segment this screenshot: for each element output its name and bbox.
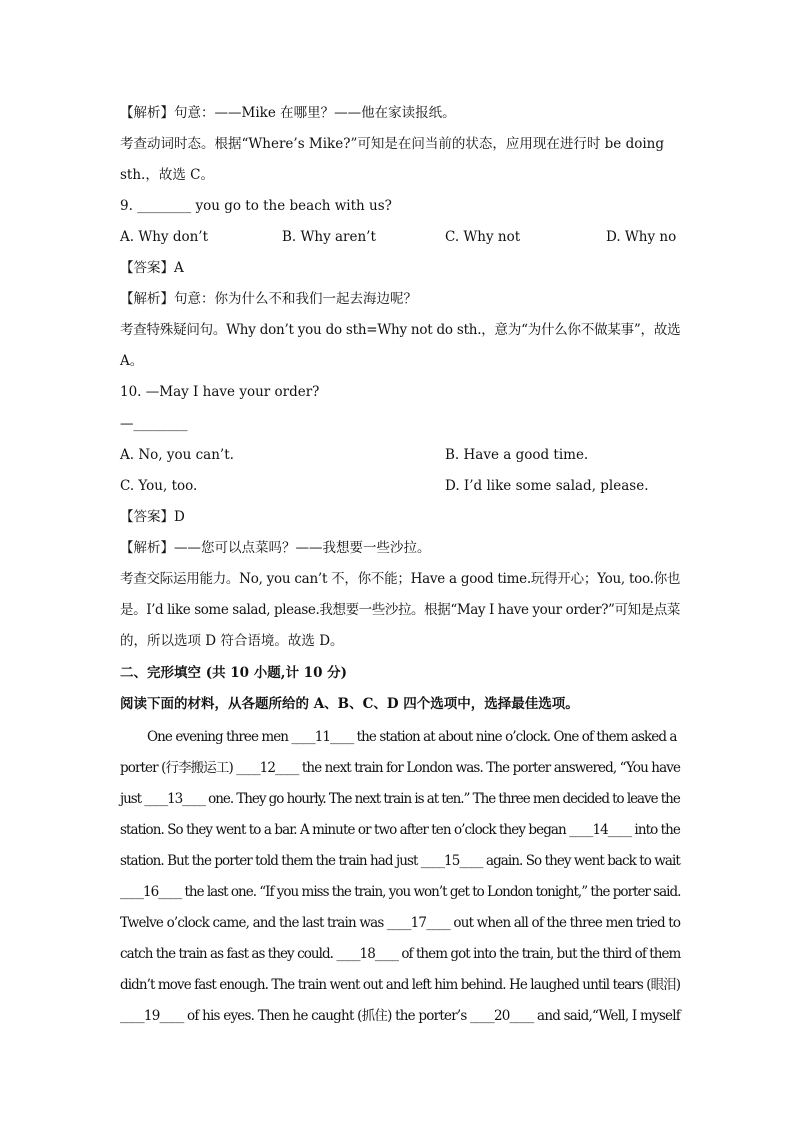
q10-option-c: C. You, too. <box>120 478 198 494</box>
analysis-q8-line3: sth.，故选 C。 <box>120 167 214 183</box>
q9-analysis-line2: 考查特殊疑问句。Why don’t you do sth=Why not do sth.，意为“为什么你不做某事”，故选 <box>120 322 681 338</box>
q9-option-b: B. Why aren’t <box>282 229 376 245</box>
q10-blank: —________ <box>120 416 188 432</box>
question-9: 9. ________ you go to the beach with us? <box>120 198 392 214</box>
passage-line5: station. But the porter told them the train had just ____15____ again. So they went back to wait <box>120 853 680 869</box>
q9-analysis-line1: 【解析】句意：你为什么不和我们一起去海边呢？ <box>120 291 417 307</box>
passage-line10: ____19____ of his eyes. Then he caught (抓住) the porter’s ____20____ and said,“Well, I myself <box>120 1008 680 1024</box>
q9-option-d: D. Why no <box>606 229 677 245</box>
passage-line6: ____16____ the last one. “If you miss the train, you won’t get to London tonight,” the porter said. <box>120 884 681 900</box>
section-instruction: 阅读下面的材料，从各题所给的 A、B、C、D 四个选项中，选择最佳选项。 <box>120 696 579 712</box>
q10-answer: 【答案】D <box>120 509 185 525</box>
q9-answer: 【答案】A <box>120 260 184 276</box>
question-10: 10. —May I have your order? <box>120 384 320 400</box>
q10-analysis-line2: 考查交际运用能力。No, you can’t 不，你不能；Have a good time.玩得开心；You, too.你也 <box>120 571 681 587</box>
q10-analysis-line1: 【解析】——您可以点菜吗？——我想要一些沙拉。 <box>120 540 431 556</box>
passage-line8: catch the train as fast as they could. ____18____ of them got into the train, but the third of them <box>120 946 681 962</box>
q10-analysis-line3: 是。I’d like some salad, please.我想要一些沙拉。根据“May I have your order?”可知是点菜 <box>120 602 681 618</box>
analysis-q8-line2: 考查动词时态。根据“Where’s Mike?”可知是在问当前的状态，应用现在进行时 be doing <box>120 136 665 152</box>
q9-analysis-line3: A。 <box>120 353 144 369</box>
passage-line2: porter (行李搬运工) ____12____ the next train for London was. The porter answered, “You have <box>120 760 681 776</box>
q9-option-c: C. Why not <box>445 229 521 245</box>
passage-line9: didn’t move fast enough. The train went out and left him behind. He laughed until tears (眼泪) <box>120 977 681 993</box>
q10-option-d: D. I’d like some salad, please. <box>445 478 649 494</box>
passage-line4: station. So they went to a bar. A minute or two after ten o’clock they began ____14____ into the <box>120 822 680 838</box>
analysis-q8-line1: 【解析】句意：——Mike 在哪里？——他在家读报纸。 <box>120 105 456 121</box>
passage-line1: One evening three men ____11____ the station at about nine o’clock. One of them asked a <box>147 729 677 745</box>
q10-analysis-line4: 的，所以选项 D 符合语境。故选 D。 <box>120 633 344 649</box>
section-title: 二、完形填空 (共 10 小题,计 10 分) <box>120 665 348 681</box>
passage-line3: just ____13____ one. They go hourly. The next train is at ten.” The three men decided to leave the <box>120 791 680 807</box>
q10-option-a: A. No, you can’t. <box>120 447 234 463</box>
q9-option-a: A. Why don’t <box>120 229 209 245</box>
q10-option-b: B. Have a good time. <box>445 447 589 463</box>
passage-line7: Twelve o’clock came, and the last train was ____17____ out when all of the three men tried to <box>120 915 681 931</box>
